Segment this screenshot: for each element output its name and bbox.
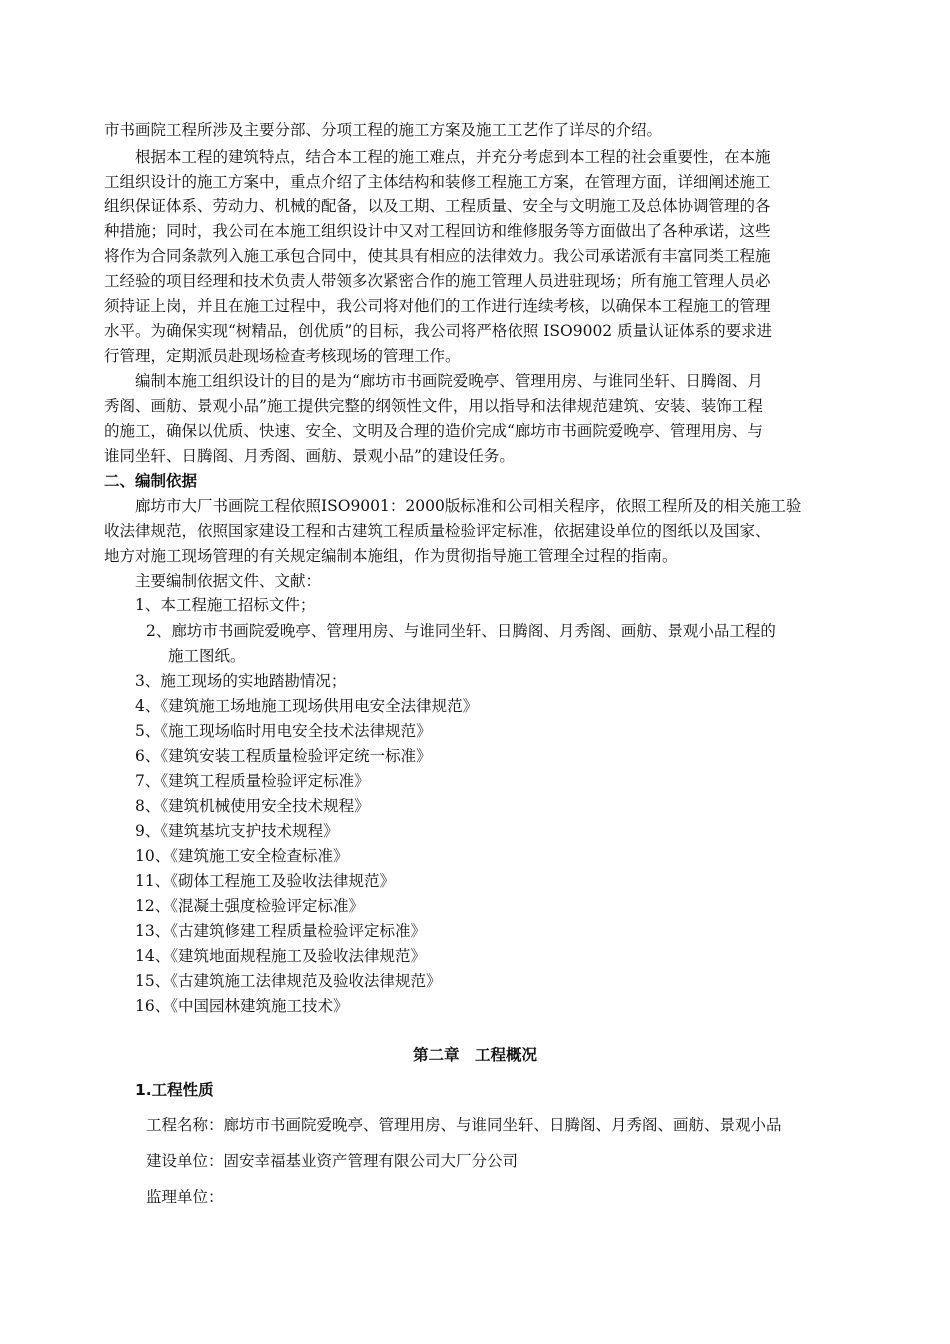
list-item: 15、《古建筑施工法律规范及验收法律规范》	[135, 972, 442, 990]
list-item: 13、《古建筑修建工程质量检验评定标准》	[135, 922, 426, 940]
paragraph-line: 收法律规范，依照国家建设工程和古建筑工程质量检验评定标准，依据建设单位的图纸以及国家、	[104, 522, 771, 540]
list-item: 施工图纸。	[168, 647, 246, 665]
section-heading: 二、编制依据	[104, 472, 198, 490]
construction-unit: 建设单位：固安幸福基业资产管理有限公司大厂分公司	[146, 1152, 519, 1170]
list-item: 14、《建筑地面规程施工及验收法律规范》	[135, 947, 426, 965]
paragraph-line: 种措施；同时，我公司在本施工组织设计中又对工程回访和维修服务等方面做出了各种承诺，这些	[104, 222, 771, 240]
paragraph-line: 秀阁、画舫、景观小品”施工提供完整的纲领性文件，用以指导和法律规范建筑、安装、装饰工程	[104, 397, 763, 415]
chapter-title: 第二章 工程概况	[412, 1046, 537, 1064]
paragraph-line: 根据本工程的建筑特点，结合本工程的施工难点，并充分考虑到本工程的社会重要性，在本施	[104, 148, 771, 166]
paragraph-line: 行管理，定期派员赴现场检查考核现场的管理工作。	[104, 347, 461, 365]
list-item: 4、《建筑施工场地施工现场供用电安全法律规范》	[135, 697, 479, 715]
project-name: 工程名称：廊坊市书画院爱晚亭、管理用房、与谁同坐轩、日腾阁、月秀阁、画舫、景观小品	[146, 1116, 782, 1134]
list-item: 10、《建筑施工安全检查标准》	[135, 847, 349, 865]
paragraph-line: 地方对施工现场管理的有关规定编制本施组，作为贯彻指导施工管理全过程的指南。	[104, 547, 678, 565]
list-item: 1、本工程施工招标文件；	[135, 596, 316, 614]
paragraph-line: 将作为合同条款列入施工承包合同中，使其具有相应的法律效力。我公司承诺派有丰富同类工程施	[104, 247, 771, 265]
section-heading: 1.工程性质	[135, 1081, 214, 1099]
paragraph-line: 水平。为确保实现“树精品，创优质”的目标，我公司将严格依照 ISO9002 质量认证体系的要求进	[104, 322, 773, 340]
list-item: 16、《中国园林建筑施工技术》	[135, 997, 349, 1015]
paragraph-line: 编制本施工组织设计的目的是为“廊坊市书画院爱晚亭、管理用房、与谁同坐轩、日腾阁、月	[104, 372, 763, 390]
paragraph-line: 工组织设计的施工方案中，重点介绍了主体结构和装修工程施工方案，在管理方面，详细阐述施工	[104, 173, 771, 191]
paragraph-line: 主要编制依据文件、文献：	[104, 572, 322, 590]
paragraph-line: 工经验的项目经理和技术负责人带领多次紧密合作的施工管理人员进驻现场；所有施工管理人员必	[104, 272, 771, 290]
list-item: 11、《砌体工程施工及验收法律规范》	[135, 872, 395, 890]
list-item: 9、《建筑基坑支护技术规程》	[135, 822, 339, 840]
list-item: 5、《施工现场临时用电安全技术法律规范》	[135, 722, 432, 740]
list-item: 8、《建筑机械使用安全技术规程》	[135, 797, 370, 815]
paragraph-line: 廊坊市大厂书画院工程依照ISO9001：2000版标准和公司相关程序，依照工程所及的相关施工验	[104, 497, 802, 515]
list-item: 7、《建筑工程质量检验评定标准》	[135, 772, 370, 790]
list-item: 2、廊坊市书画院爱晚亭、管理用房、与谁同坐轩、日腾阁、月秀阁、画舫、景观小品工程的	[146, 622, 776, 640]
paragraph-line: 的施工，确保以优质、快速、安全、文明及合理的造价完成“廊坊市书画院爱晚亭、管理用房、与	[104, 422, 763, 440]
paragraph-line: 市书画院工程所涉及主要分部、分项工程的施工方案及施工工艺作了详尽的介绍。	[104, 121, 663, 139]
supervision-unit: 监理单位：	[146, 1188, 224, 1206]
paragraph-line: 组织保证体系、劳动力、机械的配备，以及工期、工程质量、安全与文明施工及总体协调管理的各	[104, 197, 771, 215]
list-item: 12、《混凝土强度检验评定标准》	[135, 897, 364, 915]
list-item: 6、《建筑安装工程质量检验评定统一标准》	[135, 747, 432, 765]
paragraph-line: 谁同坐轩、日腾阁、月秀阁、画舫、景观小品”的建设任务。	[104, 447, 515, 465]
list-item: 3、施工现场的实地踏勘情况；	[135, 672, 347, 690]
paragraph-line: 须持证上岗，并且在施工过程中，我公司将对他们的工作进行连续考核，以确保本工程施工的管理	[104, 297, 771, 315]
